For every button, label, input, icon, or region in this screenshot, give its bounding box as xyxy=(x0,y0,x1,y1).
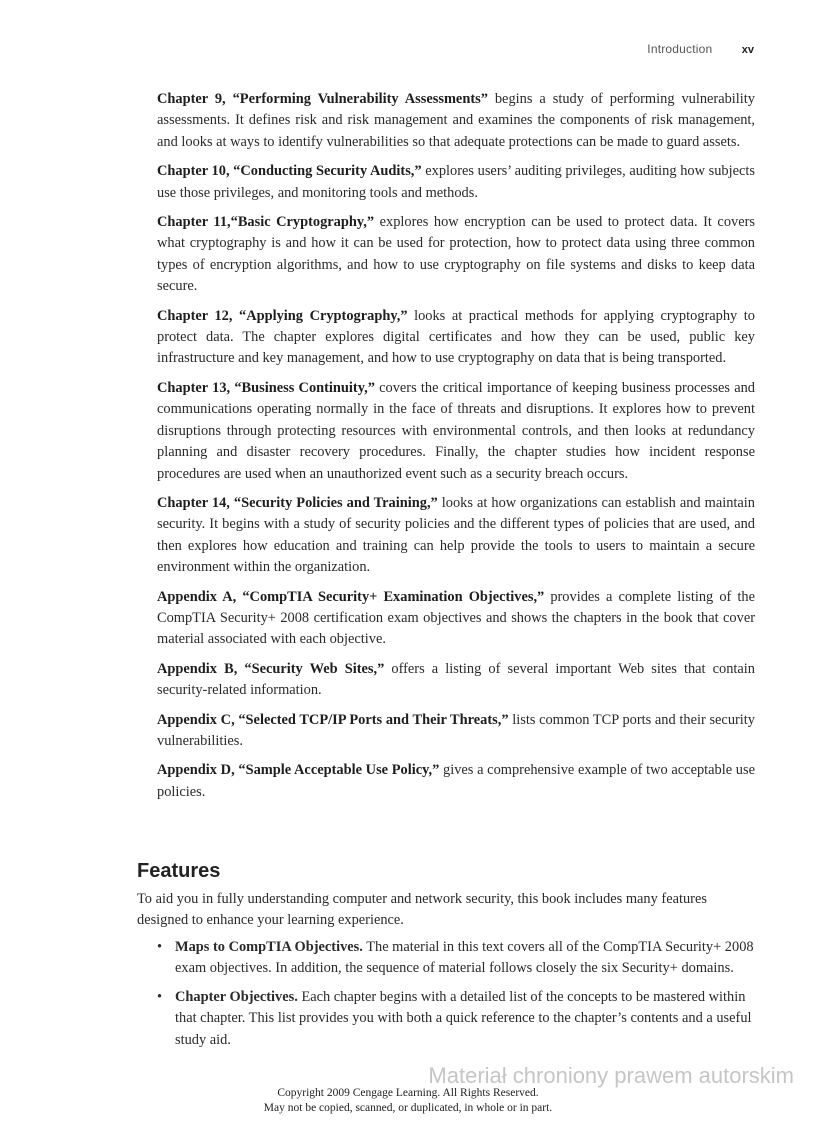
appendix-entry-c xyxy=(157,710,755,753)
watermark: Materiał chroniony prawem autorskim xyxy=(428,1063,794,1088)
chapter-entry-10 xyxy=(157,161,755,204)
entry-title: Chapter 14, “Security Policies and Training,” xyxy=(157,494,438,511)
entry-title: Appendix B, “Security Web Sites,” xyxy=(157,660,385,677)
entry-body: lists common TCP ports and their security vulnerabilities. xyxy=(157,711,755,749)
chapter-descriptions xyxy=(157,89,755,811)
entry-body: looks at practical methods for applying cryptography to protect data. The chapter explores digital certificates and how they can be used, public key infrastructure and key management, and how to use cryptography on data that is being transported. xyxy=(157,307,755,367)
entry-body: offers a listing of several important Web sites that contain security-related information. xyxy=(157,660,755,699)
entry-body: gives a comprehensive example of two acceptable use policies. xyxy=(157,762,755,800)
section-title: Introduction xyxy=(647,42,713,56)
bullet-icon: • xyxy=(157,988,163,1005)
feature-body: Each chapter begins with a detailed list of the concepts to be mastered within that chapter. This list provides you with both a quick reference to the chapter’s contents and a useful study aid. xyxy=(175,988,752,1048)
copyright-restriction-line: May not be copied, scanned, or duplicated, in whole or in part. xyxy=(263,1102,553,1114)
chapter-entry-9 xyxy=(157,89,755,153)
feature-title: Chapter Objectives. xyxy=(175,988,298,1005)
entry-title: Chapter 13, “Business Continuity,” xyxy=(157,379,375,396)
entry-body: begins a study of performing vulnerability assessments. It defines risk and risk management and examines the components of risk management, and looks at ways to identify vulnerabilities so that adequate protections can be made to guard assets. xyxy=(157,91,755,150)
entry-body: explores users’ auditing privileges, auditing how subjects use those privileges, and monitoring tools and methods. xyxy=(157,163,755,201)
copyright-line: Copyright 2009 Cengage Learning. All Rights Reserved. xyxy=(277,1087,539,1099)
page-number: xv xyxy=(741,44,754,56)
chapter-entry-14 xyxy=(157,493,755,579)
entry-title: Appendix D, “Sample Acceptable Use Policy,” xyxy=(157,762,440,779)
appendix-entry-d xyxy=(157,760,755,803)
entry-body: looks at how organizations can establish and maintain security. It begins with a study of security policies and the different types of policies that are used, and then explores how education and training can help provide the tools to users to maintain a secure environment within the organization. xyxy=(157,494,755,576)
entry-title: Chapter 9, “Performing Vulnerability Assessments” xyxy=(157,91,488,107)
entry-title: Chapter 11,“Basic Cryptography,” xyxy=(157,214,375,231)
entry-title: Chapter 12, “Applying Cryptography,” xyxy=(157,307,408,324)
feature-title: Maps to CompTIA Objectives. xyxy=(175,939,363,955)
running-header xyxy=(647,42,754,56)
entry-title: Appendix A, “CompTIA Security+ Examination Objectives,” xyxy=(157,588,545,605)
appendix-entry-a xyxy=(157,587,755,651)
feature-item-chapter-objectives xyxy=(137,987,757,1051)
entry-body: provides a complete listing of the CompTIA Security+ 2008 certification exam objectives and shows the chapters in the book that cover material associated with each objective. xyxy=(157,588,755,648)
copyright-notice xyxy=(0,1086,816,1116)
chapter-entry-12 xyxy=(157,306,755,370)
features-heading: Features xyxy=(137,860,221,882)
entry-body: explores how encryption can be used to protect data. It covers what cryptography is and how it can be used for protection, how to protect data using three common types of encryption algorithms, and how to use cryptography on file systems and disks to keep data secure. xyxy=(157,214,755,295)
entry-title: Appendix C, “Selected TCP/IP Ports and Their Threats,” xyxy=(157,711,509,728)
feature-item-maps-to-objectives xyxy=(137,937,757,980)
entry-body: covers the critical importance of keeping business processes and communications operating normally in the face of threats and disruptions. It explores how to prevent disruptions through protecting resources with environmental controls, and then looks at redundancy planning and disaster recovery procedures. Finally, the chapter studies how incident response procedures are used when an unauthorized event such as a security breach occurs. xyxy=(157,379,755,482)
features-list xyxy=(137,937,757,1058)
feature-body: The material in this text covers all of the CompTIA Security+ 2008 exam objectives. In addition, the sequence of material follows closely the six Security+ domains. xyxy=(175,939,754,977)
chapter-entry-13 xyxy=(157,378,755,485)
bullet-icon: • xyxy=(157,939,163,955)
entry-title: Chapter 10, “Conducting Security Audits,” xyxy=(157,163,422,180)
features-intro: To aid you in fully understanding computer and network security, this book includes many features designed to enhance your learning experience. xyxy=(137,891,707,929)
chapter-entry-11 xyxy=(157,212,755,298)
appendix-entry-b xyxy=(157,659,755,702)
